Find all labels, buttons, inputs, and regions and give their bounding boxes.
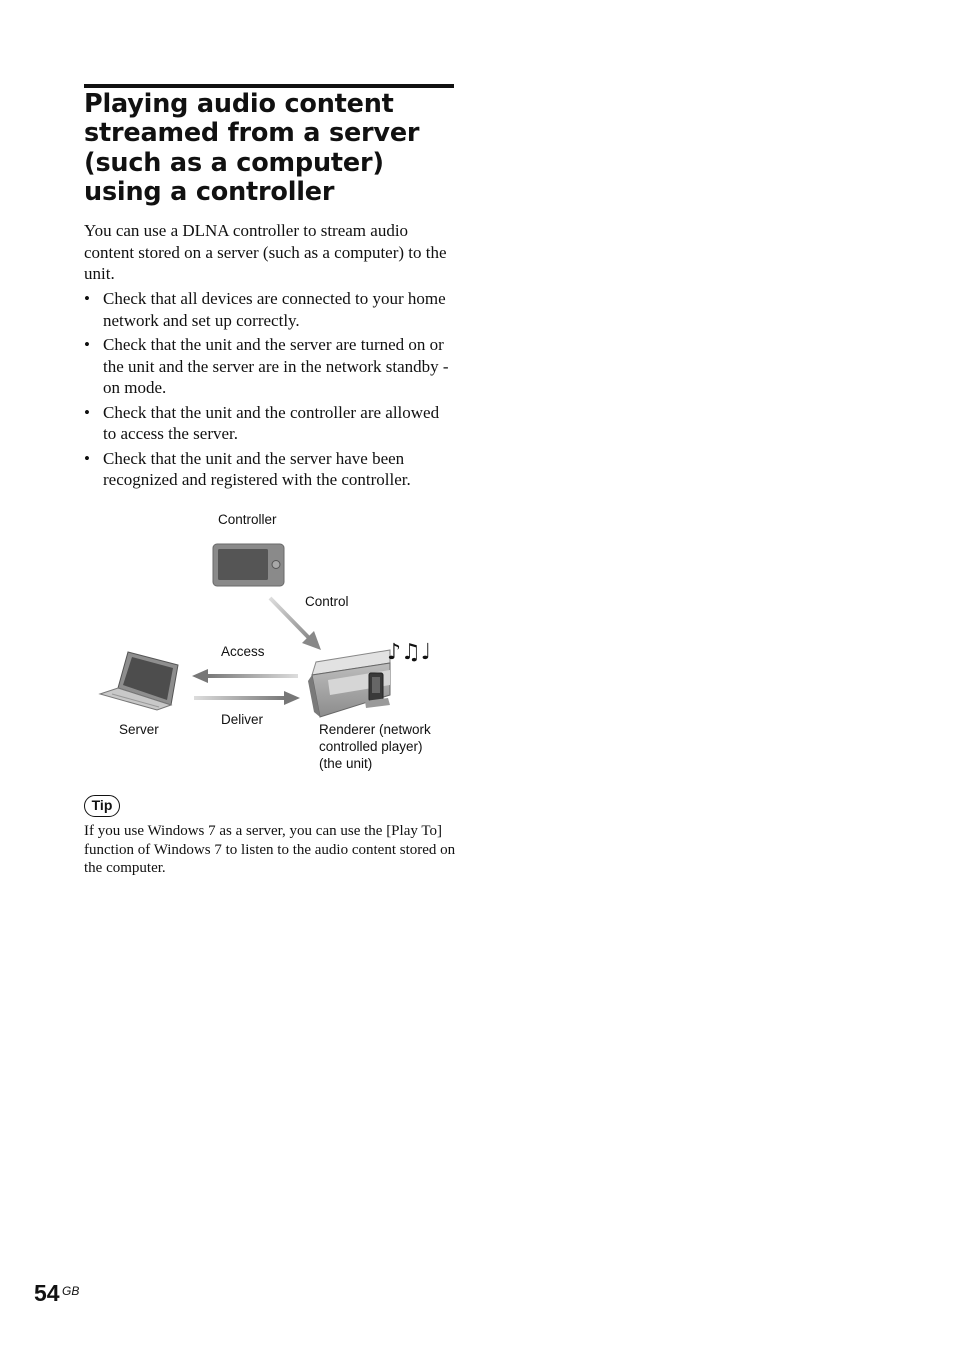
page-number: 54 bbox=[34, 1280, 60, 1306]
heading-rule bbox=[84, 84, 454, 88]
checklist-item bbox=[84, 288, 456, 331]
laptop-server-icon bbox=[100, 652, 178, 710]
checklist-item-text: Check that the unit and the server are turned on or the unit and the server are in the network standby - on mode. bbox=[103, 335, 449, 398]
checklist-item-text: Check that the unit and the server have been recognized and registered with the controller. bbox=[103, 448, 411, 490]
controller-label: Controller bbox=[218, 512, 277, 527]
checklist-item bbox=[84, 448, 456, 491]
bullet-icon: • bbox=[84, 335, 90, 354]
music-notes-icon: ♪♫♩ bbox=[387, 640, 432, 665]
heading-line: streamed from a server bbox=[84, 118, 420, 149]
controller-device-icon bbox=[213, 544, 284, 586]
checklist-item-text: Check that all devices are connected to your home network and set up correctly. bbox=[103, 289, 446, 330]
network-diagram bbox=[84, 505, 464, 780]
bullet-icon: • bbox=[84, 448, 90, 468]
tip-text: If you use Windows 7 as a server, you can use the [Play To] function of Windows 7 to listen to the audio content stored on the computer. bbox=[84, 823, 456, 877]
renderer-label-line: controlled player) bbox=[319, 739, 423, 754]
checklist bbox=[84, 288, 456, 494]
page-heading bbox=[84, 90, 464, 207]
checklist-item-text: Check that the unit and the controller are allowed to access the server. bbox=[103, 402, 440, 444]
tip-badge: Tip bbox=[84, 795, 120, 817]
heading-line: using a controller bbox=[84, 176, 335, 207]
checklist-item bbox=[84, 334, 456, 399]
checklist-item bbox=[84, 402, 456, 445]
server-label: Server bbox=[119, 722, 159, 737]
intro-paragraph: You can use a DLNA controller to stream audio content stored on a server (such as a computer) to the unit. bbox=[84, 221, 447, 284]
renderer-unit-icon bbox=[308, 650, 390, 717]
heading-line: Playing audio content bbox=[84, 89, 394, 119]
renderer-label-line: Renderer (network bbox=[319, 722, 431, 737]
bullet-icon: • bbox=[84, 402, 90, 422]
access-arrow-icon bbox=[192, 669, 298, 683]
deliver-arrow-icon bbox=[194, 691, 300, 705]
bullet-icon: • bbox=[84, 289, 90, 308]
page-region-code: GB bbox=[62, 1284, 80, 1298]
renderer-label-line: (the unit) bbox=[319, 756, 373, 771]
access-label: Access bbox=[221, 644, 265, 659]
heading-line: (such as a computer) bbox=[84, 147, 384, 178]
control-label: Control bbox=[305, 594, 349, 609]
deliver-label: Deliver bbox=[221, 712, 264, 727]
